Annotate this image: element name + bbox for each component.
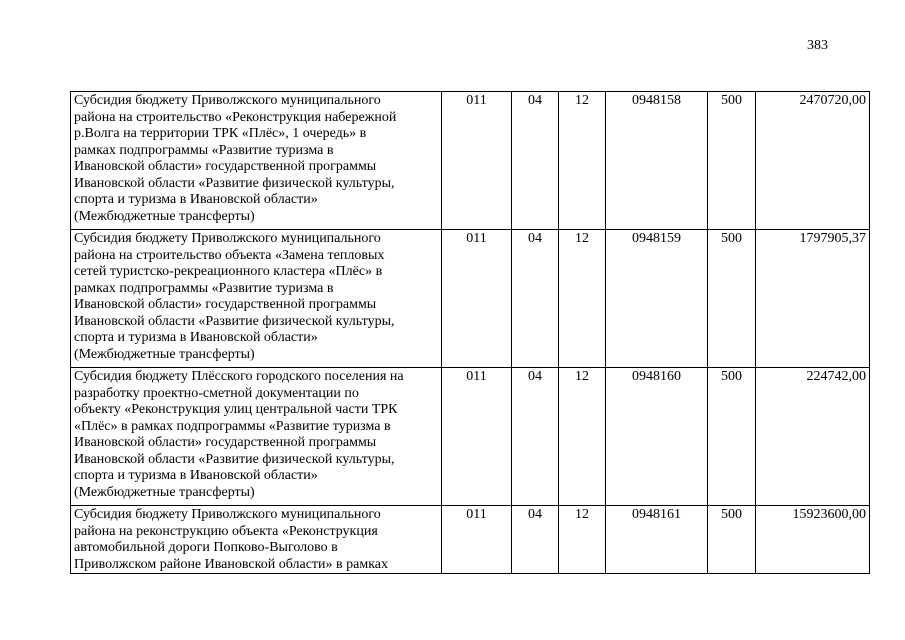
subsection-code-cell: 12 [559, 506, 606, 574]
subsection-code-cell: 12 [559, 92, 606, 230]
target-article-cell: 0948160 [606, 368, 708, 506]
section-code-cell: 04 [512, 92, 559, 230]
description-text: Субсидия бюджету Плёсского городского поселения на разработку проектно-сметной документации по объекту «Реконструкция улиц центральной части ТРК «Плёс» в рамках подпрограммы «Развитие туризма в Ивановской области» государственной программы Ивановской области «Развитие физической культуры, спорта и туризма в Ивановской области» (Межбюджетные трансферты) [74, 369, 404, 500]
target-article-cell: 0948158 [606, 92, 708, 230]
subsection-code-cell: 12 [559, 230, 606, 368]
description-text: Субсидия бюджету Приволжского муниципального района на строительство «Реконструкция набережной р.Волга на территории ТРК «Плёс», 1 очередь» в рамках подпрограммы «Развитие туризма в Ивановской области» государственной программы Ивановской области «Развитие физической культуры, спорта и туризма в Ивановской области» (Межбюджетные трансферты) [74, 93, 397, 224]
ministry-code-cell: 011 [442, 230, 512, 368]
amount-cell: 15923600,00 [756, 506, 870, 574]
page-number: 383 [807, 38, 828, 53]
ministry-code-cell: 011 [442, 368, 512, 506]
description-cell [71, 92, 442, 230]
section-code-cell: 04 [512, 506, 559, 574]
description-cell [71, 230, 442, 368]
section-code-cell: 04 [512, 230, 559, 368]
table-row [71, 368, 870, 506]
target-article-cell: 0948159 [606, 230, 708, 368]
table-row [71, 230, 870, 368]
description-cell [71, 506, 442, 574]
subsection-code-cell: 12 [559, 368, 606, 506]
amount-cell: 2470720,00 [756, 92, 870, 230]
ministry-code-cell: 011 [442, 506, 512, 574]
amount-cell: 1797905,37 [756, 230, 870, 368]
description-text: Субсидия бюджету Приволжского муниципального района на реконструкцию объекта «Реконструкция автомобильной дороги Попково-Выголово в Приволжском районе Ивановской области» в рамках [74, 507, 389, 572]
table-row [71, 92, 870, 230]
section-code-cell: 04 [512, 368, 559, 506]
expense-type-cell: 500 [708, 92, 756, 230]
expense-type-cell: 500 [708, 230, 756, 368]
amount-cell: 224742,00 [756, 368, 870, 506]
description-cell [71, 368, 442, 506]
target-article-cell: 0948161 [606, 506, 708, 574]
budget-table [70, 91, 870, 574]
ministry-code-cell: 011 [442, 92, 512, 230]
expense-type-cell: 500 [708, 506, 756, 574]
description-text: Субсидия бюджету Приволжского муниципального района на строительство объекта «Замена тепловых сетей туристско-рекреационного кластера «Плёс» в рамках подпрограммы «Развитие туризма в Ивановской области» государственной программы Ивановской области «Развитие физической культуры, спорта и туризма в Ивановской области» (Межбюджетные трансферты) [74, 231, 395, 362]
expense-type-cell: 500 [708, 368, 756, 506]
table-row [71, 506, 870, 574]
